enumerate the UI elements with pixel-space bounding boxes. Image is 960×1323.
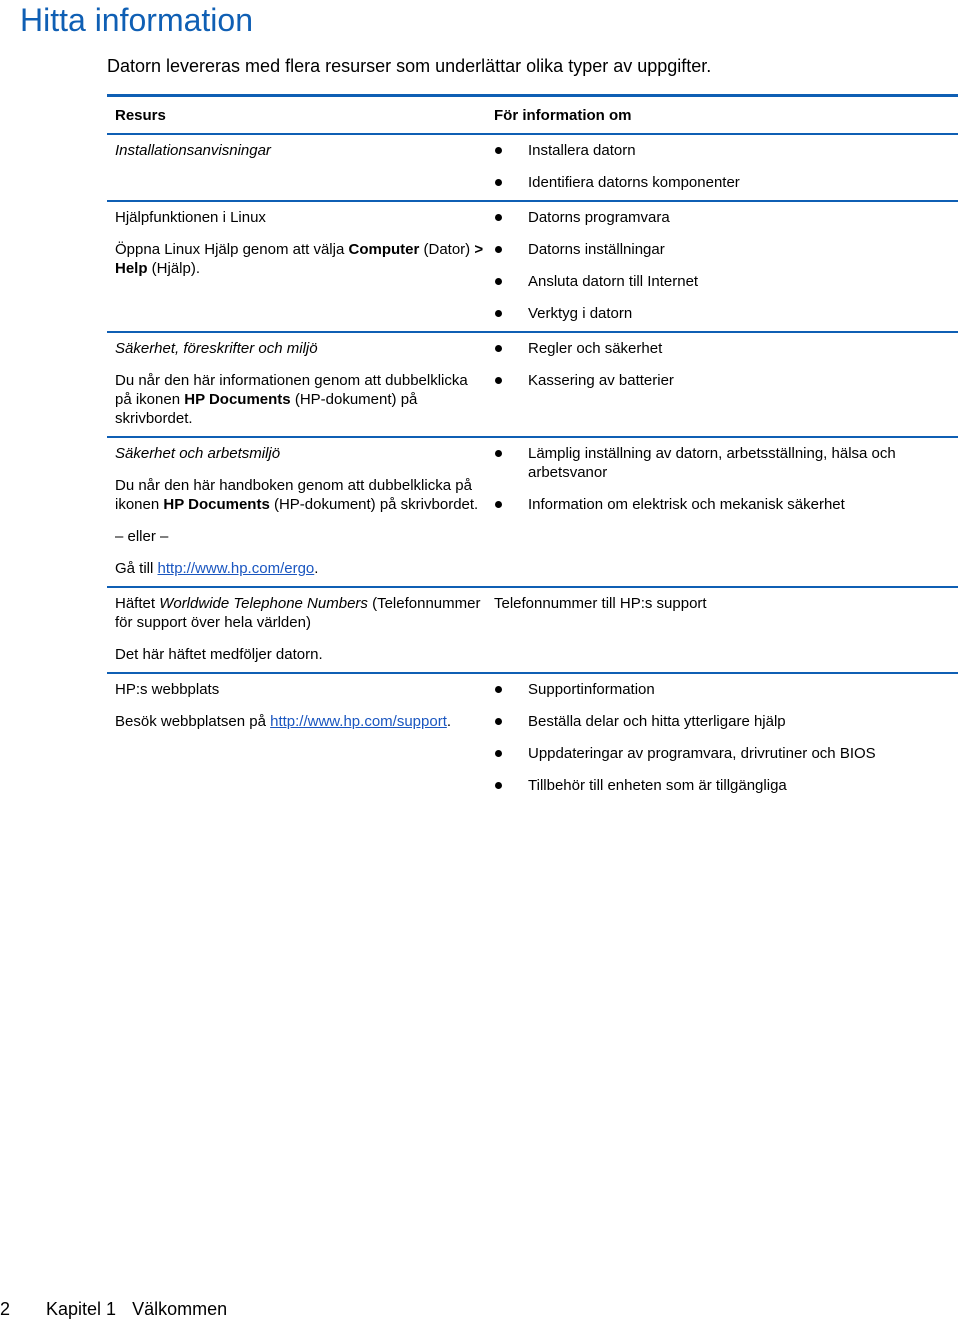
list-item-text: Datorns inställningar (528, 241, 665, 258)
info-cell (487, 680, 958, 795)
list-item (494, 173, 958, 192)
text-run: Det här häftet medföljer datorn. (115, 646, 323, 663)
bullet-icon (495, 377, 502, 384)
resource-paragraph (115, 527, 487, 546)
resource-cell (107, 444, 487, 578)
info-cell (487, 208, 958, 323)
resource-paragraph (115, 559, 487, 578)
bullet-icon (495, 246, 502, 253)
bullet-icon (495, 782, 502, 789)
table-row (107, 438, 958, 588)
text-run: Häftet (115, 595, 160, 612)
table-row (107, 333, 958, 438)
list-item-text: Identifiera datorns komponenter (528, 174, 740, 191)
list-item (494, 444, 958, 482)
resource-paragraph (115, 476, 487, 514)
bullet-icon (495, 179, 502, 186)
text-run: (Hjälp). (147, 260, 201, 277)
list-item (494, 744, 958, 763)
text-run: (HP-dokument) på skrivbordet. (269, 496, 479, 513)
text-run: (Telefonnummer för support över hela världen) (115, 595, 481, 631)
bullet-icon (495, 345, 502, 352)
bold-text: HP Documents (184, 391, 291, 408)
list-item-text: Verktyg i datorn (528, 305, 633, 322)
table-body (107, 135, 958, 803)
resource-paragraph (115, 240, 487, 278)
text-run: (HP-dokument) på skrivbordet. (115, 391, 418, 427)
bullet-icon (495, 501, 502, 508)
intro-text: Datorn levereras med flera resurser som underlättar olika typer av uppgifter. (107, 56, 712, 76)
list-item (494, 272, 958, 291)
page-number: 2 (0, 1299, 11, 1319)
hyperlink[interactable]: http://www.hp.com/support (270, 713, 447, 730)
text-run: Du når den här handboken genom att dubbelklicka på ikonen (115, 477, 472, 513)
list-item-text: Uppdateringar av programvara, drivrutiner och BIOS (528, 745, 876, 762)
header-info: För information om (494, 106, 632, 124)
info-cell (487, 141, 958, 192)
text-run: Du når den här informationen genom att dubbelklicka på ikonen (115, 372, 468, 408)
resource-paragraph (115, 645, 487, 664)
text-run: HP:s webbplats (115, 681, 220, 698)
list-item (494, 339, 958, 358)
page-footer (0, 1299, 227, 1320)
text-run: . (446, 713, 452, 730)
resource-cell (107, 680, 487, 795)
info-text: Telefonnummer till HP:s support (494, 595, 707, 612)
italic-text: Säkerhet och arbetsmiljö (115, 445, 281, 462)
text-run: Besök webbplatsen på (115, 713, 271, 730)
text-run: Öppna Linux Hjälp genom att välja (115, 241, 349, 258)
list-item-text: Lämplig inställning av datorn, arbetsställning, hälsa och arbetsvanor (528, 445, 896, 481)
list-item-text: Ansluta datorn till Internet (528, 273, 699, 290)
bullet-icon (495, 147, 502, 154)
info-list (494, 680, 958, 795)
info-list (494, 208, 958, 323)
info-list (494, 141, 958, 192)
bullet-icon (495, 214, 502, 221)
bullet-icon (495, 686, 502, 693)
bold-text: > Help (115, 241, 484, 277)
list-item (494, 495, 958, 514)
resource-paragraph (115, 371, 487, 428)
list-item (494, 776, 958, 795)
resource-paragraph (115, 712, 487, 731)
list-item-text: Information om elektrisk och mekanisk säkerhet (528, 496, 845, 513)
resource-paragraph (115, 208, 487, 227)
text-run: (Dator) (419, 241, 475, 258)
list-item-text: Datorns programvara (528, 209, 670, 226)
table-row (107, 588, 958, 674)
list-item-text: Beställa delar och hitta ytterligare hjälp (528, 713, 786, 730)
chapter-label: Kapitel 1 (46, 1299, 117, 1319)
hyperlink[interactable]: http://www.hp.com/ergo (157, 560, 315, 577)
header-resource: Resurs (115, 106, 166, 124)
resource-paragraph (115, 444, 487, 463)
table-row (107, 135, 958, 202)
table-row (107, 674, 958, 803)
resource-cell (107, 339, 487, 428)
info-cell (487, 594, 958, 664)
list-item-text: Installera datorn (528, 142, 636, 159)
bullet-icon (495, 278, 502, 285)
info-list (494, 444, 958, 514)
info-list (494, 339, 958, 390)
list-item (494, 240, 958, 259)
resource-paragraph (115, 680, 487, 699)
list-item-text: Regler och säkerhet (528, 340, 663, 357)
info-cell (487, 444, 958, 578)
table-row (107, 202, 958, 333)
resource-cell (107, 141, 487, 192)
list-item-text: Tillbehör till enheten som är tillgängliga (528, 777, 787, 794)
info-cell (487, 339, 958, 428)
bullet-icon (495, 310, 502, 317)
italic-text: Säkerhet, föreskrifter och miljö (115, 340, 318, 357)
list-item (494, 680, 958, 699)
resource-paragraph (115, 339, 487, 358)
list-item-text: Kassering av batterier (528, 372, 674, 389)
list-item (494, 208, 958, 227)
list-item (494, 371, 958, 390)
table-header (107, 97, 958, 135)
bold-text: Computer (348, 241, 420, 258)
bullet-icon (495, 750, 502, 757)
chapter-title: Välkommen (132, 1299, 228, 1319)
resource-cell (107, 594, 487, 664)
resource-table (107, 94, 958, 803)
italic-text: Installationsanvisningar (115, 142, 271, 159)
text-run: Hjälpfunktionen i Linux (115, 209, 266, 226)
list-item (494, 304, 958, 323)
text-run: . (314, 560, 319, 577)
bullet-icon (495, 450, 502, 457)
italic-text: Worldwide Telephone Numbers (159, 595, 368, 612)
bold-text: HP Documents (163, 496, 270, 513)
page-title: Hitta information (20, 2, 253, 38)
list-item (494, 141, 958, 160)
resource-paragraph (115, 594, 487, 632)
resource-cell (107, 208, 487, 323)
text-run: – eller – (115, 528, 169, 545)
text-run: Gå till (115, 560, 158, 577)
list-item (494, 712, 958, 731)
resource-paragraph (115, 141, 487, 160)
list-item-text: Supportinformation (528, 681, 655, 698)
bullet-icon (495, 718, 502, 725)
